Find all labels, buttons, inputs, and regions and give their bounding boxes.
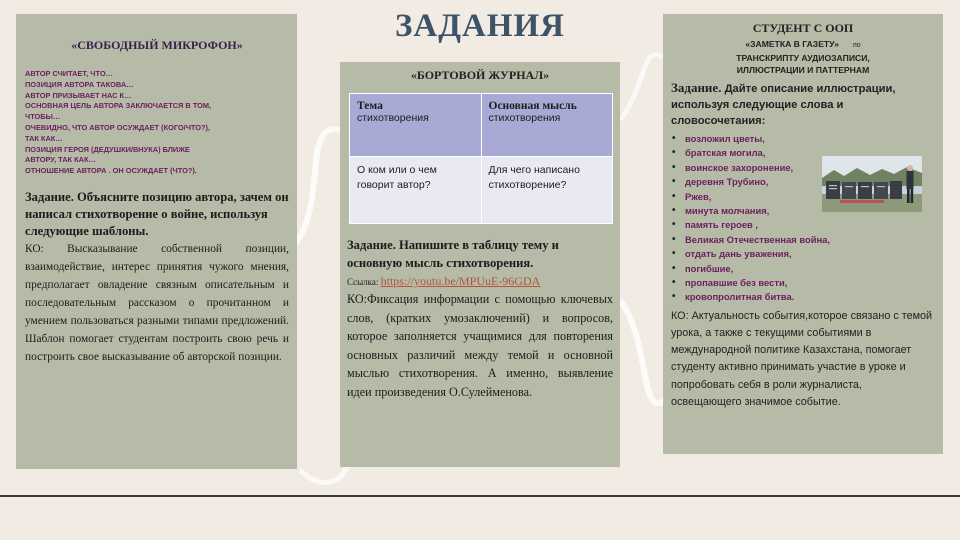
template-line: ОЧЕВИДНО, ЧТО АВТОР ОСУЖДАЕТ (КОГО/ЧТО?), (25, 122, 211, 132)
list-item: • братская могила, (671, 146, 935, 160)
list-item: • Великая Отечественная война, (671, 233, 935, 247)
table-header-bold: Тема (357, 100, 383, 112)
table-cell[interactable]: О ком или о чем говорит автор? (350, 157, 482, 224)
left-task-text: Задание. Объясните позицию автора, зачем он написал стихотворение о войне, используя следующие шаблоны. (25, 189, 289, 238)
logbook-table (349, 93, 613, 224)
video-link-row (347, 274, 613, 289)
template-line: ОТНОШЕНИЕ АВТОРА . ОН ОСУЖДАЕТ (ЧТО?). (25, 166, 197, 176)
special-needs-title: СТУДЕНТ С ООП (752, 21, 854, 35)
template-line: ПОЗИЦИЯ АВТОРА ТАКОВА… (25, 79, 134, 89)
video-link[interactable]: https://youtu.be/MPUuE-96GDA (380, 274, 541, 288)
logbook-title: «БОРТОВОЙ ЖУРНАЛ» (410, 68, 550, 82)
note-subtitle-main: «ЗАМЕТКА В ГАЗЕТУ» (745, 39, 839, 49)
logbook-card (340, 62, 620, 467)
logbook-task-text: Задание. Напишите в таблицу тему и основную мысль стихотворения. (347, 238, 559, 270)
link-label: Ссылка: (347, 277, 379, 287)
table-header-sub: стихотворения (488, 112, 561, 124)
note-task-lead: Задание. (671, 80, 722, 95)
table-cell[interactable]: Для чего написано стихотворение? (481, 157, 613, 224)
template-line: ОСНОВНАЯ ЦЕЛЬ АВТОРА ЗАКЛЮЧАЕТСЯ В ТОМ, (25, 101, 212, 111)
note-task (671, 80, 935, 129)
note-task-text: Дайте описание иллюстрации, используя следующие слова и словосочетания: (671, 83, 896, 127)
free-microphone-title: «СВОБОДНЫЙ МИКРОФОН» (71, 38, 243, 52)
list-item: • кровопролитная битва. (671, 290, 935, 304)
newspaper-note-card (663, 14, 943, 454)
template-line: АВТОР ПРИЗЫВАЕТ НАС К… (25, 90, 132, 100)
table-header-main-idea (481, 94, 613, 157)
list-item: • деревня Трубино, (671, 175, 935, 189)
list-item: • возложил цветы, (671, 132, 935, 146)
template-line: АВТОРУ, ТАК КАК… (25, 155, 96, 165)
list-item: • погибшие, (671, 262, 935, 276)
note-subtitle-line2: ТРАНСКРИПТУ АУДИОЗАПИСИ, (736, 53, 870, 63)
free-microphone-card (16, 14, 297, 469)
table-header-sub: стихотворения (357, 112, 429, 124)
note-ko-text: КО: Актуальность события,которое связано с темой урока, а также с текущими событиями в международной политике Казахстана, помогает студенту активно принимать участие в уроке и попробовать себя в роли журналиста, освещающего значимое событие. (671, 309, 933, 408)
memorial-photo (822, 156, 922, 212)
page-title: ЗАДАНИЯ (395, 8, 565, 44)
sentence-templates-list (25, 69, 289, 177)
template-line: ПОЗИЦИЯ ГЕРОЯ (ДЕДУШКИ/ВНУКА) БЛИЖЕ (25, 144, 190, 154)
footer-divider (0, 495, 960, 497)
list-item: • память героев , (671, 218, 935, 232)
list-item: • пропавшие без вести, (671, 276, 935, 290)
list-item: • воинское захоронение, (671, 161, 935, 175)
template-line: АВТОР СЧИТАЕТ, ЧТО… (25, 69, 113, 78)
note-subtitle-small: по (852, 42, 861, 49)
left-ko-text: КО: Высказывание собственной позиции, взаимодействие, интерес принятия чужого мнения, предполагает овладение связным описательным и последовательным рассказом о прочитанном и умением пользоваться разными типами предложений. Шаблон помогает студентам построить свою речь и построить свое высказывание об авторской позиции. (25, 242, 289, 363)
list-item: • Ржев, (671, 190, 935, 204)
table-header-topic (350, 94, 482, 157)
note-subtitle (671, 38, 935, 52)
template-line: ЧТОБЫ… (25, 112, 61, 122)
logbook-ko-text: КО:Фиксация информации с помощью ключевых слов, (кратких умозаключений) и вопросов, которое заполняется учащимися для повторения основных различий между темой и основной мыслью стихотворения. А именно, выявление идеи произведения О.Сулейменова. (347, 292, 613, 399)
table-header-bold: Основная мысль (488, 100, 577, 112)
list-item: • минута молчания, (671, 204, 935, 218)
list-item: • отдать дань уважения, (671, 247, 935, 261)
template-line: ТАК КАК… (25, 133, 63, 143)
note-subtitle-line3: ИЛЛЮСТРАЦИИ И ПАТТЕРНАМ (736, 65, 870, 75)
